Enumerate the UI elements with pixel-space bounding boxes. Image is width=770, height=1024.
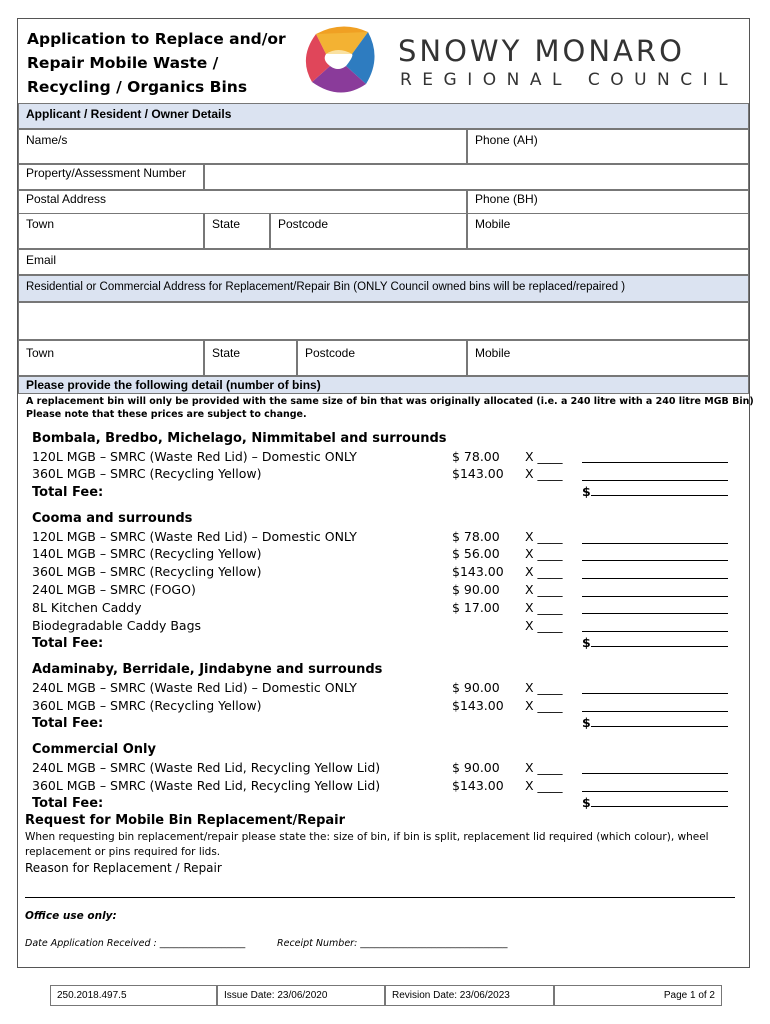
footer-page-number: Page 1 of 2 xyxy=(554,985,722,1006)
amount-line[interactable] xyxy=(582,773,728,774)
amount-line[interactable] xyxy=(582,560,728,561)
quantity-field[interactable]: X ____ xyxy=(525,680,563,695)
form-title xyxy=(27,27,307,99)
receipt-number-field[interactable]: Receipt Number: _______________________________ xyxy=(277,938,508,949)
applicant-heading: Applicant / Resident / Owner Details xyxy=(18,103,749,129)
item-price: $ 90.00 xyxy=(452,582,500,597)
total-fee-label: Total Fee: xyxy=(32,636,104,651)
item-label: 360L MGB – SMRC (Waste Red Lid, Recycling Yellow Lid) xyxy=(32,778,381,793)
amount-line[interactable] xyxy=(582,543,728,544)
item-label: Biodegradable Caddy Bags xyxy=(32,618,202,633)
item-label: 140L MGB – SMRC (Recycling Yellow) xyxy=(32,546,262,561)
footer-doc-code: 250.2018.497.5 xyxy=(50,985,217,1006)
section-title: Cooma and surrounds xyxy=(32,511,193,526)
bin-postcode-field[interactable]: Postcode xyxy=(297,340,467,376)
item-price: $143.00 xyxy=(452,778,504,793)
quantity-field[interactable]: X ____ xyxy=(525,564,563,579)
council-name-sub: REGIONAL COUNCIL xyxy=(400,70,739,90)
total-fee-label: Total Fee: xyxy=(32,485,104,500)
section-title: Bombala, Bredbo, Michelago, Nimmitabel and surrounds xyxy=(32,431,447,446)
item-label: 360L MGB – SMRC (Recycling Yellow) xyxy=(32,466,262,481)
phone-ah-field[interactable]: Phone (AH) xyxy=(467,129,749,164)
item-label: 360L MGB – SMRC (Recycling Yellow) xyxy=(32,698,262,713)
quantity-field[interactable]: X ____ xyxy=(525,778,563,793)
amount-line[interactable] xyxy=(582,462,728,463)
footer-revision-date: Revision Date: 23/06/2023 xyxy=(385,985,554,1006)
quantity-field[interactable]: X ____ xyxy=(525,600,563,615)
item-price: $ 78.00 xyxy=(452,449,500,464)
postal-address-field[interactable]: Postal Address xyxy=(18,190,467,213)
postcode-field[interactable]: Postcode xyxy=(270,213,467,249)
item-label: 120L MGB – SMRC (Waste Red Lid) – Domestic ONLY xyxy=(32,529,357,544)
amount-line[interactable] xyxy=(582,578,728,579)
footer-issue-date: Issue Date: 23/06/2020 xyxy=(217,985,385,1006)
amount-line[interactable] xyxy=(582,711,728,712)
item-label: 8L Kitchen Caddy xyxy=(32,600,142,615)
quantity-field[interactable]: X ____ xyxy=(525,760,563,775)
detail-note-2: Please note that these prices are subject to change. xyxy=(26,409,307,420)
total-fee-field[interactable] xyxy=(582,715,728,730)
detail-heading: Please provide the following detail (number of bins) xyxy=(18,376,749,394)
item-label: 240L MGB – SMRC (Waste Red Lid) – Domestic ONLY xyxy=(32,680,357,695)
title-line-1: Application to Replace and/or xyxy=(27,30,286,48)
reason-line[interactable] xyxy=(25,897,735,898)
total-fee-label: Total Fee: xyxy=(32,716,104,731)
quantity-field[interactable]: X ____ xyxy=(525,546,563,561)
email-field[interactable]: Email xyxy=(18,249,749,275)
repair-note-1: When requesting bin replacement/repair please state the: size of bin, if bin is split, replacement lid required (which colour), wheel xyxy=(25,831,709,843)
date-received-field[interactable]: Date Application Received : __________________ xyxy=(25,938,246,949)
item-price: $ 56.00 xyxy=(452,546,500,561)
bin-town-field[interactable]: Town xyxy=(18,340,204,376)
quantity-field[interactable]: X ____ xyxy=(525,466,563,481)
repair-note-2: replacement or pins required for lids. xyxy=(25,846,221,858)
amount-line[interactable] xyxy=(582,480,728,481)
dollar-sign: $ xyxy=(582,795,591,810)
quantity-field[interactable]: X ____ xyxy=(525,698,563,713)
town-field[interactable]: Town xyxy=(18,213,204,249)
item-price: $143.00 xyxy=(452,698,504,713)
amount-line[interactable] xyxy=(582,613,728,614)
detail-note-1: A replacement bin will only be provided with the same size of bin that was originally allocated (i.e. a 240 litre with a 240 litre MGB Bin) xyxy=(26,396,754,407)
title-line-3: Recycling / Organics Bins xyxy=(27,78,248,96)
item-price: $ 90.00 xyxy=(452,680,500,695)
council-logo-icon xyxy=(302,24,380,96)
total-fee-label: Total Fee: xyxy=(32,796,104,811)
names-field[interactable]: Name/s xyxy=(18,129,467,164)
title-line-2: Repair Mobile Waste / xyxy=(27,54,219,72)
quantity-field[interactable]: X ____ xyxy=(525,582,563,597)
section-title: Adaminaby, Berridale, Jindabyne and surrounds xyxy=(32,662,383,677)
item-label: 240L MGB – SMRC (Waste Red Lid, Recycling Yellow Lid) xyxy=(32,760,381,775)
dollar-sign: $ xyxy=(582,484,591,499)
item-price: $143.00 xyxy=(452,466,504,481)
council-name xyxy=(398,34,738,92)
repair-heading: Request for Mobile Bin Replacement/Repair xyxy=(25,813,346,828)
amount-line[interactable] xyxy=(582,596,728,597)
item-price: $ 90.00 xyxy=(452,760,500,775)
item-price: $ 17.00 xyxy=(452,600,500,615)
quantity-field[interactable]: X ____ xyxy=(525,618,563,633)
quantity-field[interactable]: X ____ xyxy=(525,449,563,464)
item-label: 120L MGB – SMRC (Waste Red Lid) – Domestic ONLY xyxy=(32,449,357,464)
item-label: 360L MGB – SMRC (Recycling Yellow) xyxy=(32,564,262,579)
state-field[interactable]: State xyxy=(204,213,270,249)
section-title: Commercial Only xyxy=(32,742,156,757)
reason-label: Reason for Replacement / Repair xyxy=(25,861,222,875)
property-field[interactable] xyxy=(204,164,749,190)
council-name-main: SNOWY MONARO xyxy=(398,34,685,68)
mobile-field[interactable]: Mobile xyxy=(467,213,749,249)
property-label: Property/Assessment Number xyxy=(18,164,204,190)
quantity-field[interactable]: X ____ xyxy=(525,529,563,544)
bin-mobile-field[interactable]: Mobile xyxy=(467,340,749,376)
amount-line[interactable] xyxy=(582,631,728,632)
amount-line[interactable] xyxy=(582,693,728,694)
bin-address-heading: Residential or Commercial Address for Replacement/Repair Bin (ONLY Council owned bins will be replaced/repaired ) xyxy=(18,275,749,302)
dollar-sign: $ xyxy=(582,715,591,730)
total-fee-field[interactable] xyxy=(582,795,728,810)
item-price: $ 78.00 xyxy=(452,529,500,544)
item-price: $143.00 xyxy=(452,564,504,579)
item-label: 240L MGB – SMRC (FOGO) xyxy=(32,582,196,597)
total-fee-field[interactable] xyxy=(582,635,728,650)
bin-address-field[interactable] xyxy=(18,302,749,340)
office-use-heading: Office use only: xyxy=(25,910,117,922)
dollar-sign: $ xyxy=(582,635,591,650)
phone-bh-field[interactable]: Phone (BH) xyxy=(467,190,749,213)
total-fee-field[interactable] xyxy=(582,484,728,499)
bin-state-field[interactable]: State xyxy=(204,340,297,376)
amount-line[interactable] xyxy=(582,791,728,792)
